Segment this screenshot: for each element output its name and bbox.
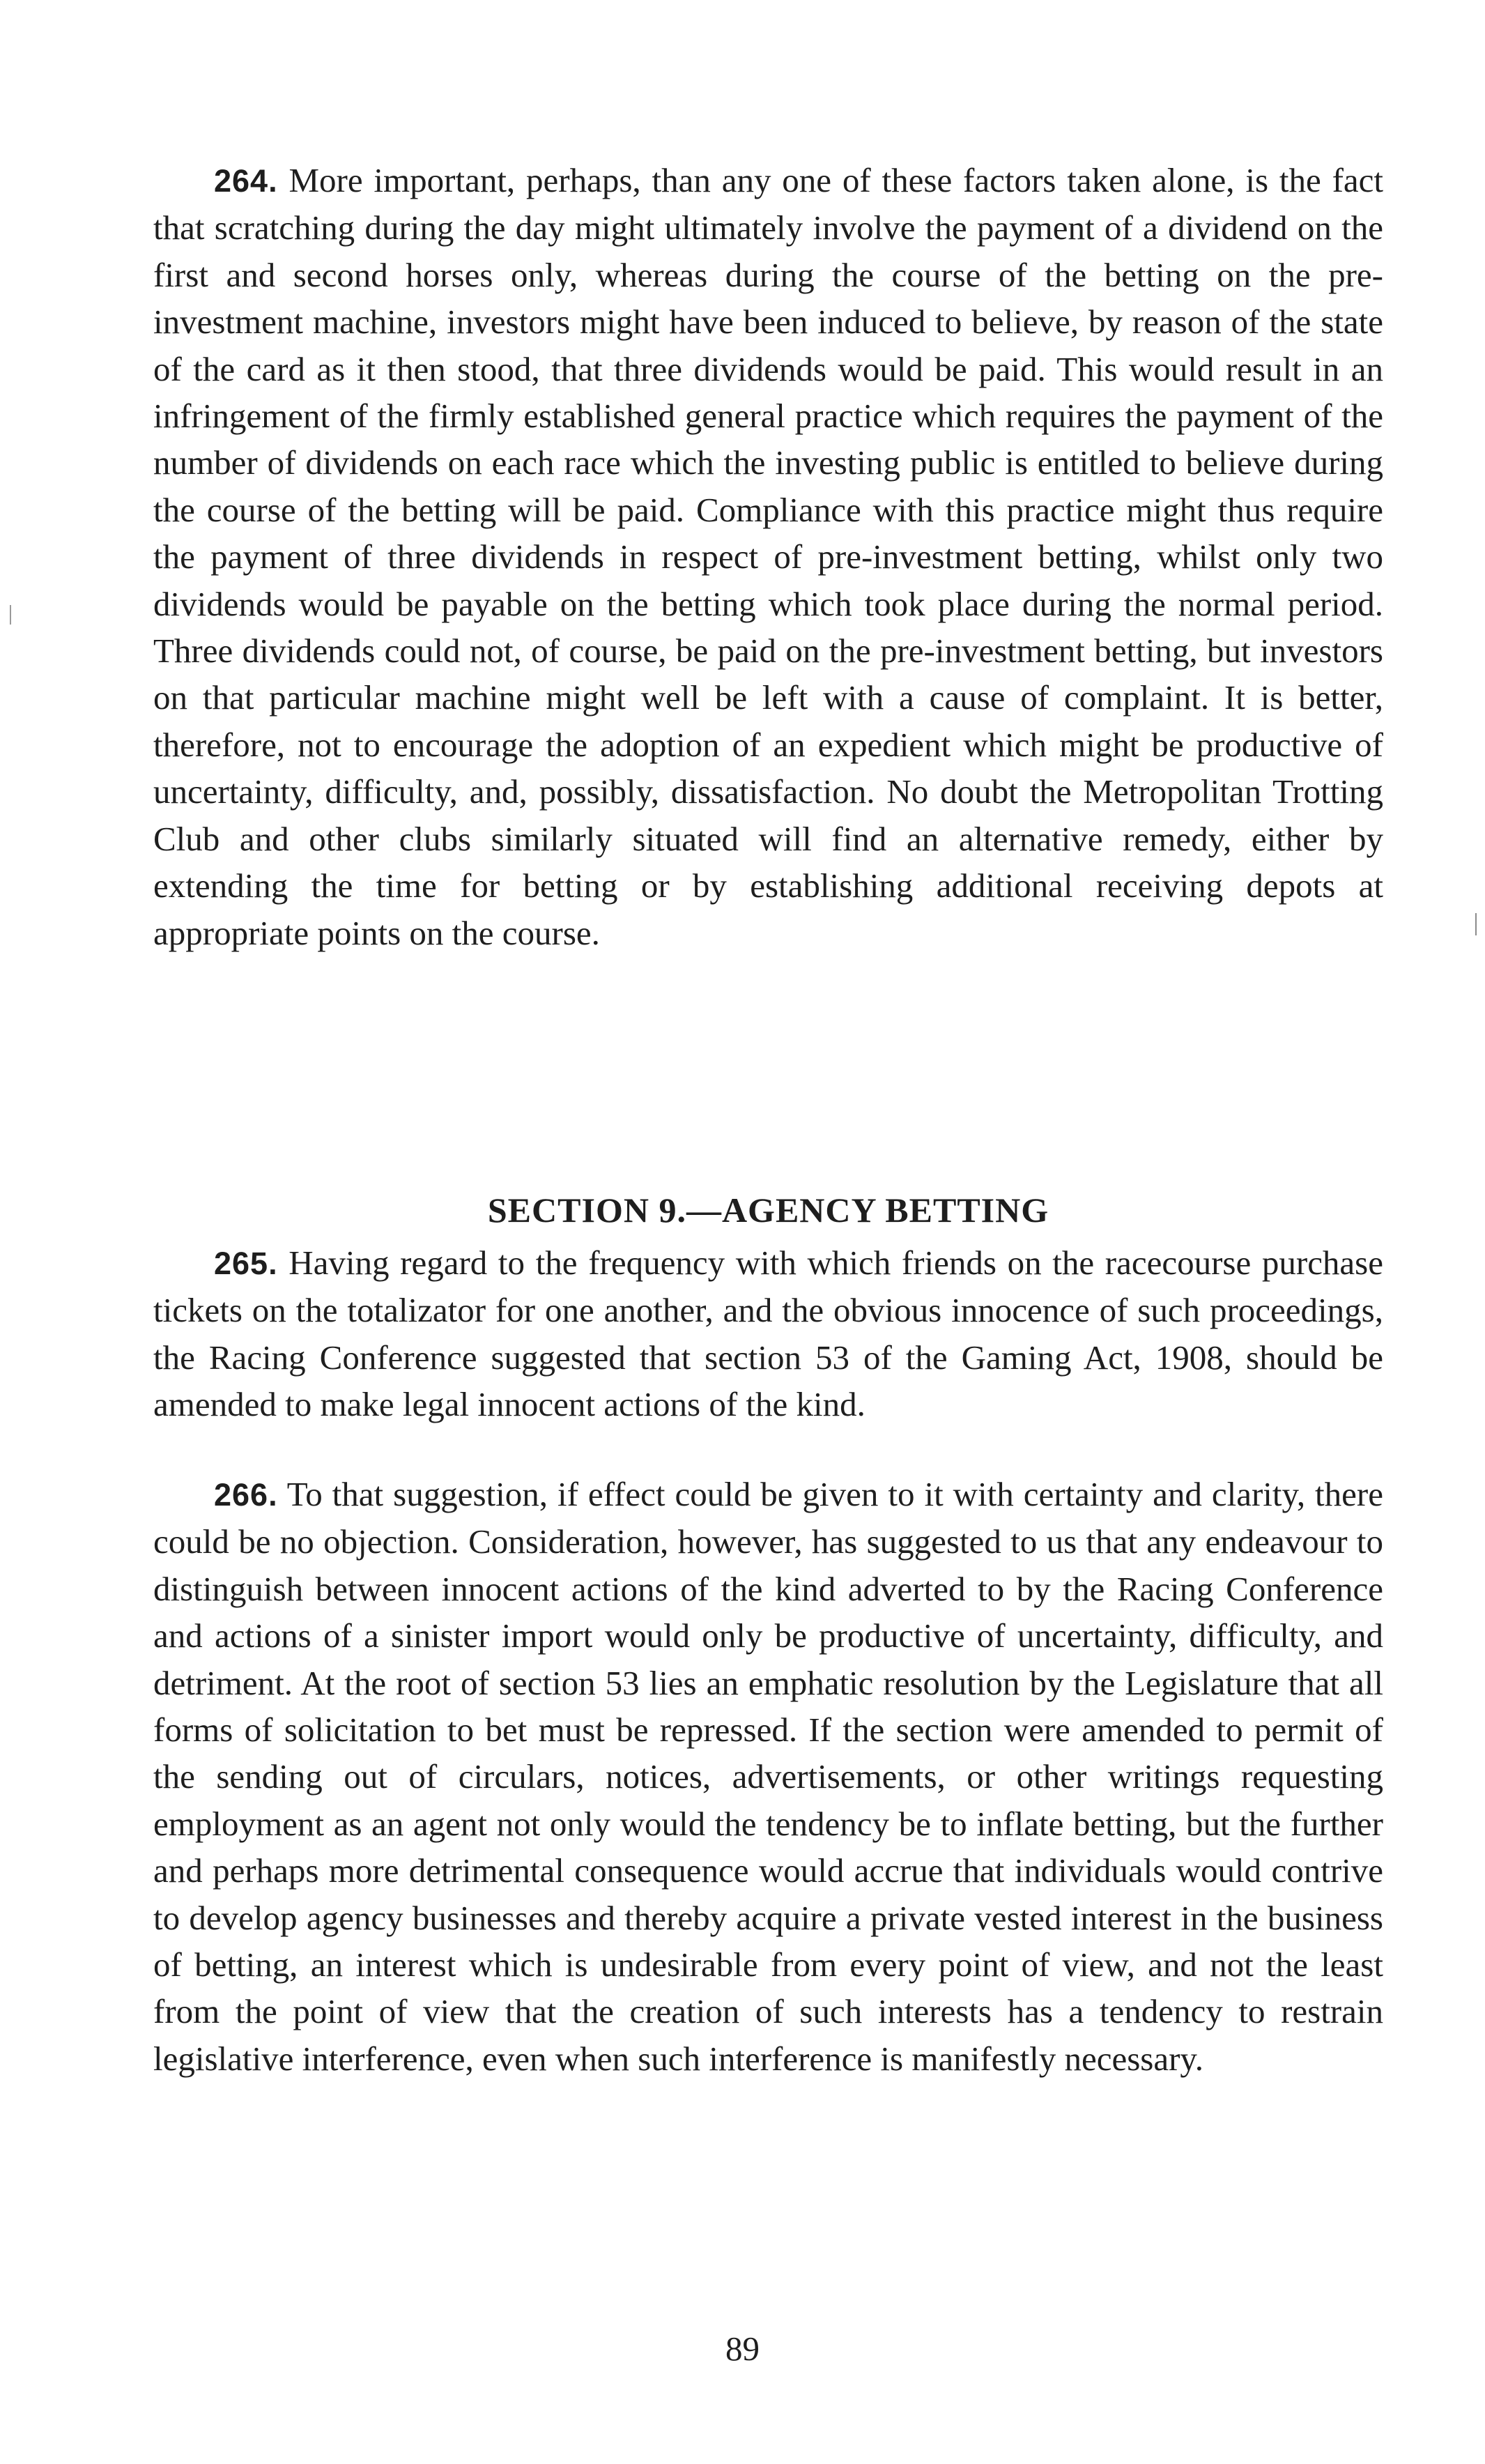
page-number: 89 <box>725 2329 760 2368</box>
paragraph-number: 266. <box>214 1477 278 1513</box>
paragraph-266 <box>153 1471 1383 2082</box>
paragraph-number: 264. <box>214 163 278 199</box>
paragraph-text: More important, perhaps, than any one of these factors taken alone, is the fact that scratching during the day might ultimately involve the payment of a dividend on the first and second horses only, whereas during the course of the betting on the pre-investment machine, investors might have been induced to believe, by reason of the state of the card as it then stood, that three dividends would be paid. This would result in an infringement of the firmly established general practice which requires the payment of the number of dividends on each race which the investing public is entitled to believe during the course of the betting will be paid. Compliance with this practice might thus require the payment of three dividends in respect of pre-investment betting, whilst only two dividends would be payable on the betting which took place during the normal period. Three dividends could not, of course, be paid on the pre-investment betting, but investors on that particular machine might well be left with a cause of complaint. It is better, therefore, not to encourage the adoption of an expedient which might be productive of uncertainty, difficulty, and, possibly, dissatisfaction. No doubt the Metropolitan Trotting Club and other clubs similarly situated will find an alternative remedy, either by extending the time for betting or by establishing additional receiving depots at appropriate points on the course. <box>153 161 1384 952</box>
section-heading: SECTION 9.—AGENCY BETTING <box>487 1191 1049 1230</box>
margin-mark-right <box>1475 913 1477 935</box>
paragraph-text: To that suggestion, if effect could be given to it with certainty and clarity, there could be no objection. Consideration, however, has suggested to us that any endeavour to distinguish between innocent actions of the kind adverted to by the Racing Conference and actions of a sinister import would only be productive of uncertainty, difficulty, and detriment. At the root of section 53 lies an emphatic resolution by the Legislature that all forms of solicitation to bet must be repressed. If the section were amended to permit of the sending out of circulars, notices, advertisements, or other writings requesting employment as an agent not only would the tendency be to inflate betting, but the further and perhaps more detrimental consequence would accrue that individuals would contrive to develop agency businesses and thereby acquire a private vested interest in the business of betting, an interest which is undesirable from every point of view, and not the least from the point of view that the creation of such interests has a tendency to restrain legislative interference, even when such interference is manifestly necessary. <box>153 1475 1383 2078</box>
paragraph-265 <box>153 1239 1383 1428</box>
paragraph-264 <box>153 157 1383 956</box>
paragraph-number: 265. <box>214 1246 278 1281</box>
margin-mark-left <box>10 605 11 625</box>
paragraph-text: Having regard to the frequency with which friends on the racecourse purchase tickets on the totalizator for one another, and the obvious innocence of such proceedings, the Racing Conference suggested that section 53 of the Gaming Act, 1908, should be amended to make legal innocent actions of the kind. <box>153 1244 1384 1424</box>
